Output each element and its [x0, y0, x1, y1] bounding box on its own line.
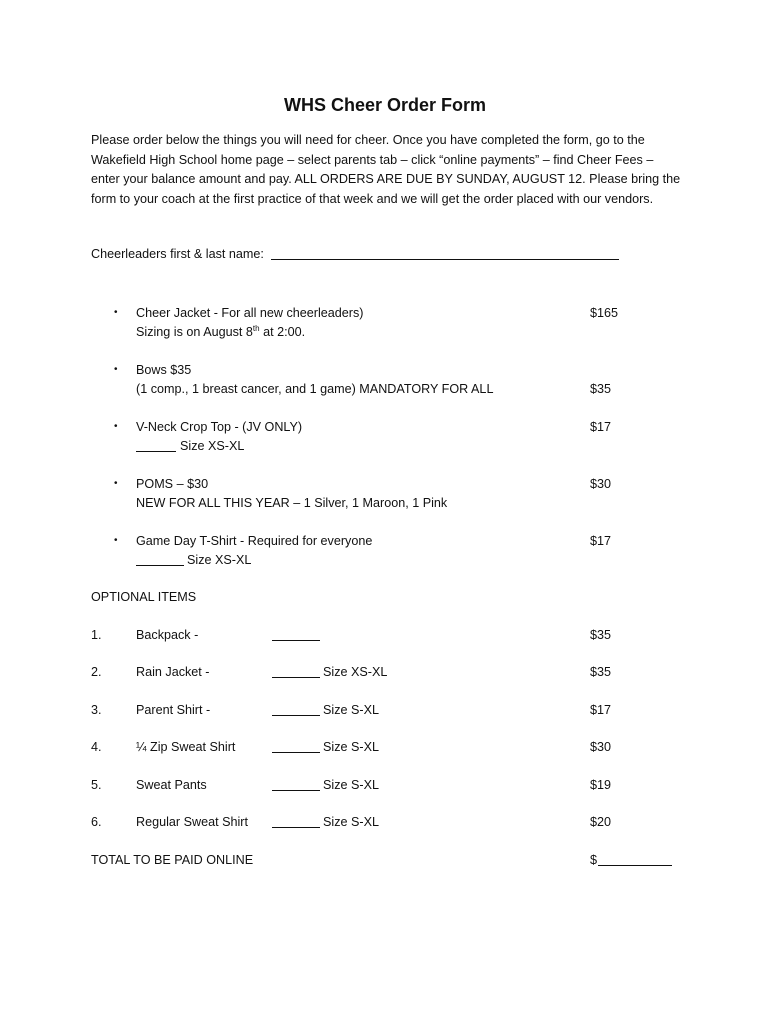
optional-item-price: $35: [590, 628, 612, 642]
optional-item-price: $35: [590, 665, 612, 679]
size-blank-line[interactable]: [136, 565, 184, 566]
item-price: $35: [590, 382, 612, 396]
instructions-line: Wakefield High School home page – select parents tab – click “online payments” – find Cheer Fees –: [91, 152, 654, 167]
form-title: WHS Cheer Order Form: [283, 95, 487, 115]
size-blank-line[interactable]: [272, 790, 320, 791]
optional-item-number: 3.: [91, 703, 102, 717]
optional-item-price: $30: [590, 740, 612, 754]
instructions-line: Please order below the things you will need for cheer. Once you have completed the form, go to the: [91, 133, 645, 147]
optional-item-size: Size S-XL: [323, 778, 379, 792]
item-line1: Game Day T-Shirt - Required for everyone: [136, 534, 373, 548]
size-blank-line[interactable]: [272, 752, 320, 753]
item-line2: Sizing is on August 8th at 2:00.: [136, 323, 306, 339]
quantity-blank-line[interactable]: [272, 640, 320, 641]
optional-item-size: Size S-XL: [323, 740, 379, 754]
total-blank-line[interactable]: [598, 865, 672, 866]
optional-items-heading: OPTIONAL ITEMS: [91, 590, 197, 604]
optional-item-name: Sweat Pants: [136, 778, 207, 792]
name-blank-line[interactable]: [271, 259, 619, 260]
size-blank-line[interactable]: [136, 451, 176, 452]
size-blank-line[interactable]: [272, 715, 320, 716]
item-line2: Size XS-XL: [187, 553, 252, 567]
bullet-icon: •: [114, 421, 118, 432]
optional-item-number: 2.: [91, 665, 102, 679]
size-blank-line[interactable]: [272, 827, 320, 828]
item-line2: Size XS-XL: [180, 439, 245, 453]
instructions-line: form to your coach at the first practice of that week and we will get the order placed with our vendors.: [91, 191, 654, 206]
instructions-line: enter your balance amount and pay. ALL ORDERS ARE DUE BY SUNDAY, AUGUST 12. Please bring the: [91, 172, 681, 186]
optional-item-price: $20: [590, 815, 612, 829]
optional-item-name: Backpack -: [136, 628, 199, 642]
optional-item-size: Size S-XL: [323, 815, 379, 829]
optional-item-number: 4.: [91, 740, 102, 754]
item-line1: V-Neck Crop Top - (JV ONLY): [136, 420, 303, 434]
item-price: $17: [590, 534, 612, 548]
item-line1: Bows $35: [136, 363, 192, 377]
instructions-paragraph: [91, 131, 681, 209]
optional-item-number: 6.: [91, 815, 102, 829]
bullet-icon: •: [114, 307, 118, 318]
total-label: TOTAL TO BE PAID ONLINE: [91, 853, 254, 867]
optional-item-name: Rain Jacket -: [136, 665, 210, 679]
item-price: $30: [590, 477, 612, 491]
optional-item-size: Size XS-XL: [323, 665, 388, 679]
name-field-label: Cheerleaders first & last name:: [91, 247, 264, 261]
optional-item-number: 5.: [91, 778, 102, 792]
item-line2: NEW FOR ALL THIS YEAR – 1 Silver, 1 Maroon, 1 Pink: [136, 496, 448, 510]
optional-item-price: $17: [590, 703, 612, 717]
optional-item-name: Regular Sweat Shirt: [136, 815, 248, 829]
optional-item-size: Size S-XL: [323, 703, 379, 717]
item-price: $17: [590, 420, 612, 434]
item-line1: POMS – $30: [136, 477, 209, 491]
item-line2: (1 comp., 1 breast cancer, and 1 game) MANDATORY FOR ALL: [136, 382, 494, 396]
item-price: $165: [590, 306, 619, 320]
optional-item-name: Parent Shirt -: [136, 703, 211, 717]
bullet-icon: •: [114, 535, 118, 546]
optional-item-price: $19: [590, 778, 612, 792]
item-line1: Cheer Jacket - For all new cheerleaders): [136, 306, 364, 320]
total-currency: $: [590, 853, 598, 867]
optional-item-number: 1.: [91, 628, 102, 642]
size-blank-line[interactable]: [272, 677, 320, 678]
optional-item-name: ¼ Zip Sweat Shirt: [136, 740, 236, 754]
bullet-icon: •: [114, 364, 118, 375]
bullet-icon: •: [114, 478, 118, 489]
ordinal-suffix: th: [252, 323, 260, 333]
